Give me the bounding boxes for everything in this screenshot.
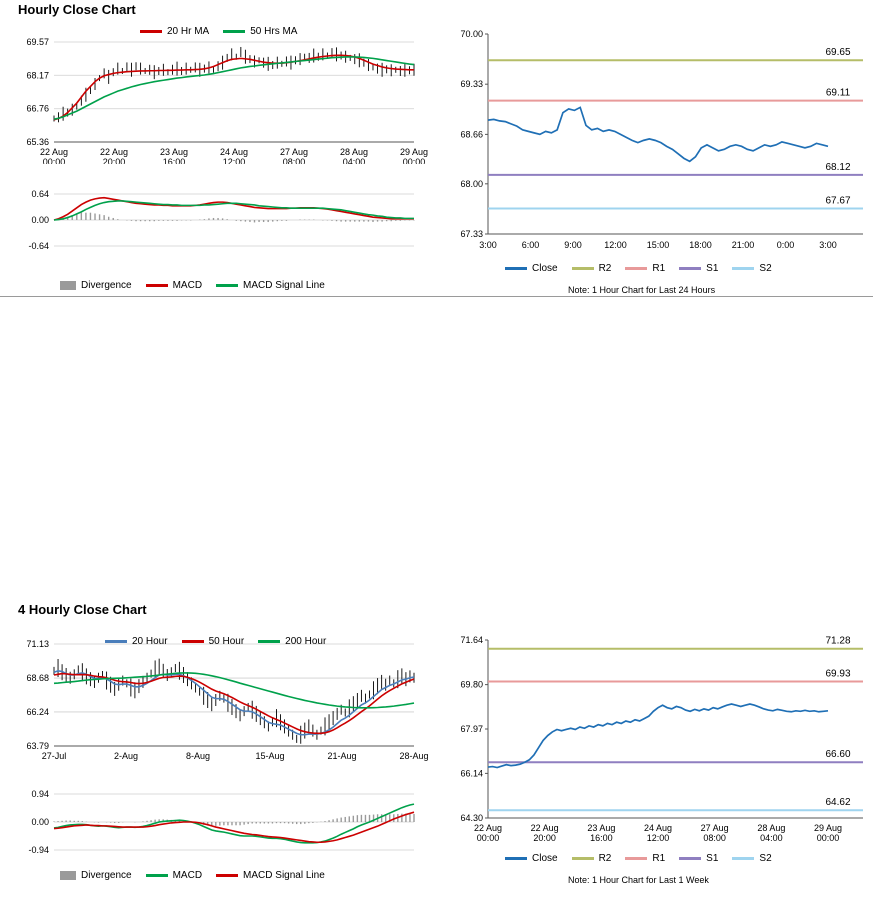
legend-label: Close	[532, 263, 558, 274]
legend-swatch-20hr-ma	[140, 30, 162, 33]
svg-text:04:00: 04:00	[342, 157, 366, 164]
svg-text:71.64: 71.64	[460, 635, 483, 645]
svg-text:66.24: 66.24	[26, 706, 49, 717]
legend-swatch-200hour	[258, 640, 280, 643]
svg-text:12:00: 12:00	[222, 157, 246, 164]
svg-text:22 Aug: 22 Aug	[39, 147, 69, 157]
svg-text:64.30: 64.30	[460, 813, 483, 823]
legend-item	[505, 263, 558, 274]
svg-text:12:00: 12:00	[646, 833, 670, 843]
legend-swatch-s1	[679, 857, 701, 860]
svg-text:27 Aug: 27 Aug	[279, 147, 309, 157]
legend-item	[105, 636, 168, 647]
legend-item	[140, 26, 209, 37]
four-hourly-week-levels-chart	[440, 628, 865, 850]
legend-label: S2	[759, 263, 772, 274]
svg-text:68.66: 68.66	[460, 129, 483, 140]
legend-label: 50 Hour	[208, 636, 245, 647]
legend-label: R1	[652, 853, 666, 864]
svg-text:20:00: 20:00	[533, 833, 556, 843]
hourly-24h-levels-chart	[440, 22, 865, 262]
svg-text:71.13: 71.13	[26, 639, 49, 649]
legend-swatch-macd	[146, 284, 168, 287]
legend-label: S2	[759, 853, 772, 864]
svg-text:6:00: 6:00	[521, 240, 540, 250]
svg-text:20:00: 20:00	[102, 157, 126, 164]
svg-text:12:00: 12:00	[604, 240, 627, 250]
svg-text:68.68: 68.68	[26, 673, 49, 684]
svg-text:67.33: 67.33	[460, 229, 483, 239]
legend-item	[679, 853, 718, 864]
svg-text:68.00: 68.00	[460, 178, 483, 189]
legend-label: MACD	[172, 280, 203, 291]
svg-text:63.79: 63.79	[26, 741, 49, 751]
legend-label: Close	[532, 853, 558, 864]
panel-4hourly-close-chart	[0, 600, 873, 900]
legend-item	[572, 263, 612, 274]
legend-label: 20 Hr MA	[167, 26, 210, 37]
legend-label: Divergence	[81, 870, 132, 881]
four-hourly-macd-chart	[10, 786, 430, 866]
svg-text:27-Jul: 27-Jul	[41, 751, 67, 761]
svg-text:69.80: 69.80	[460, 679, 483, 690]
legend-swatch-s1	[679, 267, 701, 270]
legend-swatch-macd	[146, 874, 168, 877]
svg-text:29 Aug: 29 Aug	[813, 823, 843, 833]
legend-label: 200 Hour	[285, 636, 327, 647]
svg-text:8-Aug: 8-Aug	[185, 751, 211, 761]
four-hourly-price-legend	[105, 636, 340, 647]
svg-text:00:00: 00:00	[476, 833, 500, 843]
svg-text:29 Aug: 29 Aug	[399, 147, 429, 157]
legend-swatch-r1	[625, 267, 647, 270]
svg-text:69.57: 69.57	[26, 37, 49, 47]
legend-item	[60, 870, 132, 881]
legend-label: R1	[652, 263, 666, 274]
svg-text:70.00: 70.00	[460, 29, 483, 39]
svg-text:23 Aug: 23 Aug	[159, 147, 189, 157]
legend-item	[505, 853, 558, 864]
panel-hourly-close-chart	[0, 0, 873, 300]
legend-item	[216, 280, 325, 291]
svg-text:00:00: 00:00	[816, 833, 840, 843]
svg-text:64.62: 64.62	[825, 797, 851, 809]
four-hourly-macd-legend	[60, 870, 339, 881]
svg-text:66.60: 66.60	[825, 749, 851, 761]
svg-text:2-Aug: 2-Aug	[113, 751, 139, 761]
svg-text:9:00: 9:00	[564, 240, 582, 250]
svg-text:16:00: 16:00	[590, 833, 613, 843]
svg-text:08:00: 08:00	[703, 833, 726, 843]
svg-text:24 Aug: 24 Aug	[643, 823, 673, 833]
svg-text:24 Aug: 24 Aug	[219, 147, 249, 157]
svg-text:28-Aug: 28-Aug	[399, 751, 429, 761]
hourly-chart-note: Note: 1 Hour Chart for Last 24 Hours	[568, 285, 716, 295]
svg-text:18:00: 18:00	[689, 240, 712, 250]
legend-swatch-macd-signal	[216, 284, 238, 287]
svg-text:69.65: 69.65	[825, 47, 851, 59]
svg-text:22 Aug: 22 Aug	[530, 823, 559, 833]
svg-text:04:00: 04:00	[760, 833, 783, 843]
svg-text:66.14: 66.14	[460, 768, 483, 779]
svg-text:0.00: 0.00	[31, 817, 49, 827]
svg-text:3:00: 3:00	[819, 240, 837, 250]
legend-swatch-macd-signal	[216, 874, 238, 877]
legend-swatch-s2	[732, 857, 754, 860]
svg-text:3:00: 3:00	[479, 240, 497, 250]
legend-label: MACD Signal Line	[243, 870, 325, 881]
legend-item	[258, 636, 326, 647]
svg-text:28 Aug: 28 Aug	[757, 823, 786, 833]
svg-text:28 Aug: 28 Aug	[339, 147, 369, 157]
legend-item	[625, 853, 665, 864]
svg-text:0.64: 0.64	[31, 189, 49, 199]
svg-text:68.12: 68.12	[825, 161, 851, 173]
svg-text:27 Aug: 27 Aug	[700, 823, 729, 833]
legend-label: S1	[706, 263, 719, 274]
svg-text:-0.94: -0.94	[28, 845, 49, 855]
svg-text:71.28: 71.28	[825, 635, 851, 647]
legend-label: MACD	[172, 870, 203, 881]
legend-swatch-s2	[732, 267, 754, 270]
svg-text:68.17: 68.17	[26, 70, 49, 81]
legend-label: R2	[598, 263, 612, 274]
legend-swatch-50hrs-ma	[223, 30, 245, 33]
svg-text:23 Aug: 23 Aug	[587, 823, 616, 833]
svg-text:69.33: 69.33	[460, 79, 483, 90]
svg-text:0.00: 0.00	[31, 215, 49, 225]
legend-label: 20 Hour	[132, 636, 168, 647]
legend-swatch-r1	[625, 857, 647, 860]
svg-text:66.76: 66.76	[26, 103, 49, 114]
svg-text:69.93: 69.93	[825, 668, 851, 680]
panel-title: Hourly Close Chart	[18, 2, 136, 17]
legend-swatch-r2	[572, 267, 594, 270]
svg-text:-0.64: -0.64	[28, 241, 49, 251]
four-hourly-chart-note: Note: 1 Hour Chart for Last 1 Week	[568, 875, 709, 885]
svg-text:08:00: 08:00	[282, 157, 306, 164]
svg-text:69.11: 69.11	[825, 87, 851, 99]
legend-swatch-divergence	[60, 871, 76, 880]
svg-text:21:00: 21:00	[731, 240, 755, 250]
hourly-macd-chart	[10, 186, 430, 266]
legend-swatch-close	[505, 267, 527, 270]
legend-label: Divergence	[81, 280, 132, 291]
legend-item	[182, 636, 245, 647]
svg-text:22 Aug: 22 Aug	[99, 147, 129, 157]
legend-label: 50 Hrs MA	[250, 26, 298, 37]
legend-swatch-20hour	[105, 640, 127, 643]
four-hourly-price-chart	[10, 626, 430, 766]
panel-divider	[0, 296, 873, 297]
legend-item	[216, 870, 325, 881]
legend-item	[625, 263, 665, 274]
legend-swatch-close	[505, 857, 527, 860]
svg-text:00:00: 00:00	[42, 157, 66, 164]
svg-text:21-Aug: 21-Aug	[327, 751, 357, 761]
legend-swatch-r2	[572, 857, 594, 860]
svg-text:67.67: 67.67	[825, 195, 851, 207]
legend-item	[60, 280, 132, 291]
legend-swatch-50hour	[182, 640, 204, 643]
svg-text:67.97: 67.97	[460, 724, 483, 734]
legend-item	[572, 853, 612, 864]
legend-label: MACD Signal Line	[243, 280, 325, 291]
hourly-levels-legend	[505, 263, 786, 274]
legend-label: R2	[598, 853, 612, 864]
svg-text:22 Aug: 22 Aug	[473, 823, 503, 833]
svg-text:00:00: 00:00	[402, 157, 426, 164]
panel-title: 4 Hourly Close Chart	[18, 602, 147, 617]
hourly-macd-legend	[60, 280, 339, 291]
legend-swatch-divergence	[60, 281, 76, 290]
legend-item	[146, 280, 202, 291]
svg-text:16:00: 16:00	[162, 157, 186, 164]
legend-label: S1	[706, 853, 719, 864]
legend-item	[732, 263, 771, 274]
svg-text:0.94: 0.94	[31, 789, 49, 799]
svg-text:15:00: 15:00	[646, 240, 670, 250]
hourly-price-legend	[140, 26, 311, 37]
legend-item	[223, 26, 297, 37]
legend-item	[146, 870, 202, 881]
hourly-price-chart	[10, 24, 430, 164]
svg-text:15-Aug: 15-Aug	[255, 751, 285, 761]
svg-text:0:00: 0:00	[776, 240, 795, 250]
legend-item	[679, 263, 718, 274]
svg-text:65.36: 65.36	[26, 137, 49, 147]
legend-item	[732, 853, 771, 864]
four-hourly-levels-legend	[505, 853, 786, 864]
